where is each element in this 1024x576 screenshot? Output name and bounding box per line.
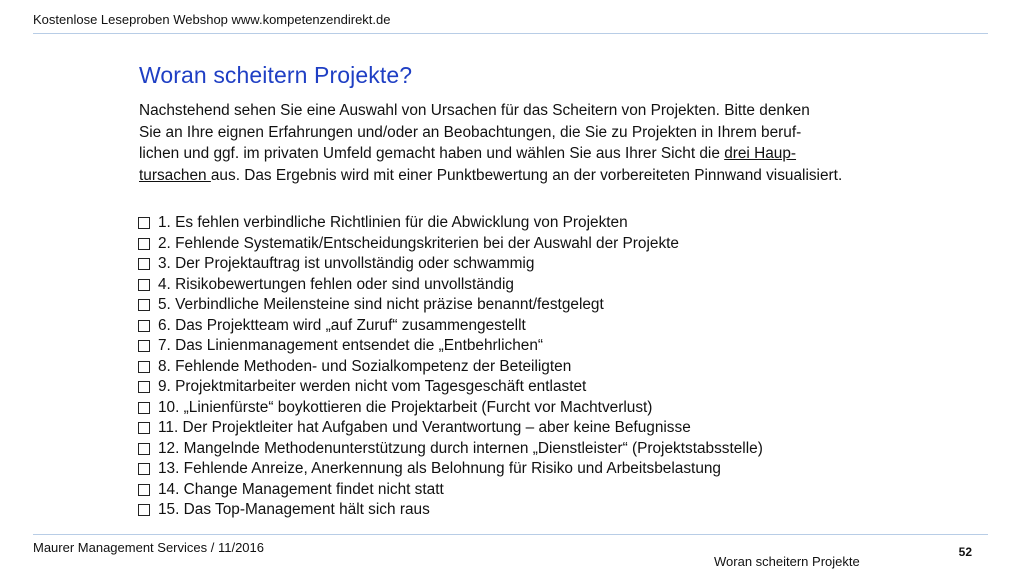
checklist-item-label: 7. Das Linienmanagement entsendet die „Entbehrlichen“ <box>158 337 544 355</box>
checkbox-icon[interactable] <box>138 279 150 291</box>
checklist-item[interactable] <box>138 275 763 296</box>
checklist-item[interactable] <box>138 377 763 398</box>
checkbox-icon[interactable] <box>138 422 150 434</box>
checkbox-icon[interactable] <box>138 361 150 373</box>
header-text: Kostenlose Leseproben Webshop www.kompetenzendirekt.de <box>33 12 391 27</box>
intro-line-4-text: aus. Das Ergebnis wird mit einer Punktbewertung an der vorbereiteten Pinnwand visualisiert. <box>210 166 843 184</box>
page-number: 52 <box>958 545 972 559</box>
checkbox-icon[interactable] <box>138 443 150 455</box>
checklist-item[interactable] <box>138 439 763 460</box>
checkbox-icon[interactable] <box>138 504 150 516</box>
intro-line-3-text: lichen und ggf. im privaten Umfeld gemacht haben und wählen Sie aus Ihrer Sicht die <box>139 145 725 162</box>
checklist-item-label: 13. Fehlende Anreize, Anerkennung als Belohnung für Risiko und Arbeitsbelastung <box>158 460 721 478</box>
checklist-item-label: 3. Der Projektauftrag ist unvollständig oder schwammig <box>158 255 535 273</box>
checklist-item[interactable] <box>138 357 763 378</box>
checkbox-icon[interactable] <box>138 258 150 270</box>
footer-section-title: Woran scheitern Projekte <box>714 554 860 569</box>
checklist-item-label: 14. Change Management findet nicht statt <box>158 480 444 498</box>
checkbox-icon[interactable] <box>138 463 150 475</box>
checklist-item-label: 4. Risikobewertungen fehlen oder sind unvollständig <box>158 275 514 293</box>
checklist-item[interactable] <box>138 500 763 521</box>
checklist-item-label: 12. Mangelnde Methodenunterstützung durch internen „Dienstleister“ (Projektstabsstelle) <box>158 439 763 457</box>
checklist-item-label: 2. Fehlende Systematik/Entscheidungskriterien bei der Auswahl der Projekte <box>158 234 679 252</box>
checklist-item-label: 5. Verbindliche Meilensteine sind nicht präzise benannt/festgelegt <box>158 296 604 314</box>
checklist-item[interactable] <box>138 398 763 419</box>
checklist-item-label: 9. Projektmitarbeiter werden nicht vom Tagesgeschäft entlastet <box>158 378 587 396</box>
slide-title: Woran scheitern Projekte? <box>139 62 413 88</box>
checklist-item[interactable] <box>138 234 763 255</box>
intro-line-4 <box>139 165 939 187</box>
intro-underlined-2: tursachen <box>139 166 211 184</box>
intro-underlined-1: drei Haup- <box>724 145 797 162</box>
checkbox-icon[interactable] <box>138 381 150 393</box>
checkbox-icon[interactable] <box>138 217 150 229</box>
checkbox-icon[interactable] <box>138 340 150 352</box>
intro-paragraph <box>139 100 939 186</box>
checklist-item-label: 8. Fehlende Methoden- und Sozialkompetenz der Beteiligten <box>158 357 572 375</box>
checkbox-icon[interactable] <box>138 320 150 332</box>
checklist-item[interactable] <box>138 316 763 337</box>
top-divider <box>33 33 988 34</box>
footer-author: Maurer Management Services / 11/2016 <box>33 540 264 555</box>
checklist-item[interactable] <box>138 418 763 439</box>
checklist-item-label: 10. „Linienfürste“ boykottieren die Projektarbeit (Furcht vor Machtverlust) <box>158 398 653 416</box>
checklist-item[interactable] <box>138 254 763 275</box>
bottom-divider <box>33 534 988 535</box>
intro-line-2: Sie an Ihre eignen Erfahrungen und/oder an Beobachtungen, die Sie zu Projekten in Ihrem beruf- <box>139 123 802 141</box>
checklist-item-label: 15. Das Top-Management hält sich raus <box>158 501 430 519</box>
checklist-item-label: 11. Der Projektleiter hat Aufgaben und Verantwortung – aber keine Befugnisse <box>158 419 691 437</box>
checklist-item-label: 6. Das Projektteam wird „auf Zuruf“ zusammengestellt <box>158 316 526 334</box>
checklist-item[interactable] <box>138 295 763 316</box>
checkbox-icon[interactable] <box>138 484 150 496</box>
checkbox-icon[interactable] <box>138 402 150 414</box>
cause-checklist <box>138 213 763 521</box>
checkbox-icon[interactable] <box>138 238 150 250</box>
intro-line-1: Nachstehend sehen Sie eine Auswahl von Ursachen für das Scheitern von Projekten. Bitte denken <box>139 102 810 119</box>
checklist-item[interactable] <box>138 213 763 234</box>
intro-line-3 <box>139 143 939 165</box>
checklist-item[interactable] <box>138 480 763 501</box>
checklist-item-label: 1. Es fehlen verbindliche Richtlinien für die Abwicklung von Projekten <box>158 214 628 232</box>
checklist-item[interactable] <box>138 336 763 357</box>
checkbox-icon[interactable] <box>138 299 150 311</box>
checklist-item[interactable] <box>138 459 763 480</box>
